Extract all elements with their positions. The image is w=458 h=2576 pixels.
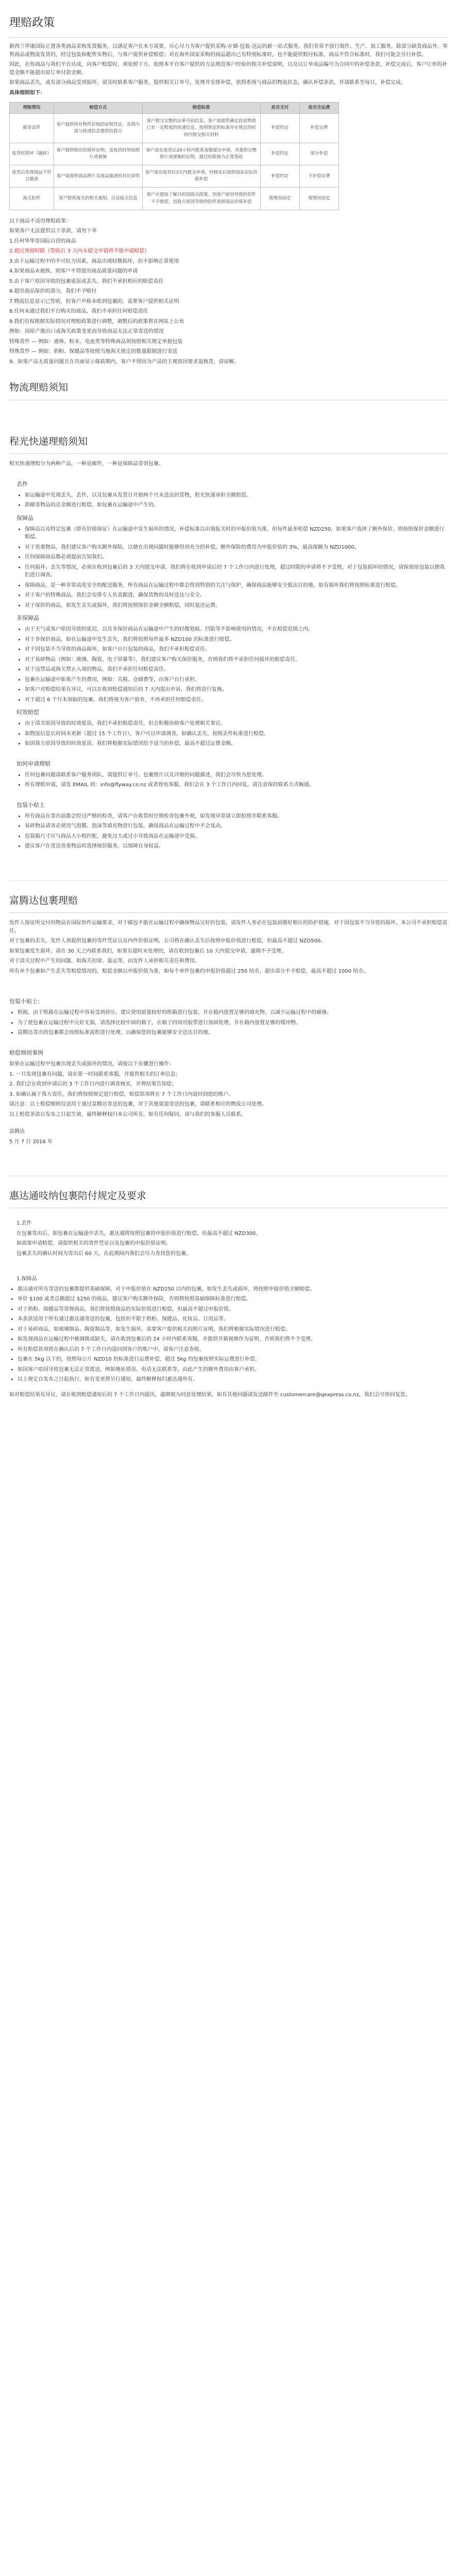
list-item: • 对于客户的特殊商品，我们会安排专人负责跟进，确保货物的及时送达与安全。 xyxy=(25,591,449,600)
list-item: • 所有商品在寄出前都会经过严格的检查，请客户在收货时仔细检查包裹外观，如发现异常请立即拍照并联系客服。 xyxy=(25,812,449,821)
list-item: • 纸箱，由于纸箱在运输过程中容易受到挤压，建议使用质量较好的纸箱进行包装，并在箱内放置足够的填充物，以减少运输过程中的碰撞。 xyxy=(18,1009,449,1017)
table-cell: 收货后发现商品不符合描述 xyxy=(10,165,54,188)
chengguang-claims-title: 程光快递理赔须知 xyxy=(9,422,449,454)
intro-paragraph: 如果包裹发生损坏，请在 30 天之内联系我们，如果有超时未处理的，请在收到包裹后 10 天内提交申请，逾期不予受理。 xyxy=(9,948,287,954)
list-item: 包裹丢失的确认时间为寄出后 60 天，在此期间内我们会尽力查找您的包裹。 xyxy=(16,1250,192,1257)
intro-paragraph: 对于清关过程中产生的问题，如海关扣留、退运等，由发件人承担相关责任和费用。 xyxy=(9,958,200,964)
list-item: • 对于超过 6 个月未领取的包裹，我们将视为客户放弃，不再承担任何赔偿责任。 xyxy=(25,696,449,704)
list-item: • 即邮寄物品的总金额进行赔偿，如包裹在运输途中产生的。 xyxy=(25,501,449,510)
list-item: • 对于贵重物品，我们建议客户购买额外保险，以便在出现问题时能够得到充分的补偿。额外保险的费用为申报价值的 3%，最高保额为 NZD1000。 xyxy=(25,544,449,552)
noninsured-heading: 非保障品 xyxy=(16,615,39,622)
table-header-row xyxy=(10,103,339,114)
table-row xyxy=(10,114,339,143)
table-cell: 补偿约定 xyxy=(260,165,299,188)
table-row xyxy=(10,188,339,210)
futengda-claim-list xyxy=(9,1060,449,1118)
list-item: 如需要申请赔偿，请提供相关的寄件凭证以及包裹的申报价值证明。 xyxy=(16,1241,171,1247)
table-cell: 收货时损坏（破碎） xyxy=(10,143,54,165)
futengda-claim-heading: 赔偿细则事例 xyxy=(9,1049,43,1056)
how-heading: 如何申请理赔 xyxy=(16,760,50,767)
list-item: • 对于非保价商品，如在运输途中发生丢失，我们将按照每件最多 NZD100 的标准进行赔偿。 xyxy=(25,636,449,644)
list-item: • 对于违禁品或海关禁止入境的物品，我们不承担任何赔偿责任。 xyxy=(25,666,449,674)
exclusion-item: 3.由于运输过程中的不可抗力因素，商品出现轻微损坏，但不影响正常使用 xyxy=(9,258,179,264)
insured-heading: 保障品 xyxy=(16,514,33,521)
list-item: • 以上规定自发布之日起执行，如有变更将另行通知，最终解释权归惠达通所有。 xyxy=(18,1376,449,1384)
exclusion-item: 7.物流信息显示已签收，但客户声称未收到包裹的，需要客户提供相关证明 xyxy=(9,298,179,304)
list-item: • 对于易碎物品（例如：玻璃、陶瓷、电子屏幕等），我们建议客户购买保价服务，否则我们将不承担任何损坏的赔偿责任。 xyxy=(25,656,449,664)
list-item: • 任何损坏、丢失等情况，必须在收到包裹后的 3 天内提交申请，我们将在收到申请后的 7 个工作日内进行处理，超过时限的申请将不予受理，对于包装损坏的情况，请保留原包装以便我们进行调查。 xyxy=(25,564,449,580)
claim-item: 请注意：以上赔偿细则仅适用于通过富腾达寄送的包裹，对于其他渠道寄送的包裹，请联系相应的物流公司处理。 xyxy=(9,1101,267,1107)
pack-list xyxy=(16,812,449,851)
table-cell: 补偿运费 xyxy=(299,114,338,143)
list-item: • 单价 $100 或者总额超过 $250 的商品，建议客户购买额外保险，否则将按照基础保障标准进行赔偿。 xyxy=(18,1295,449,1303)
exclusion-item: 5.由于客户原因导致的包裹延误或丢失，我们不承担相应的赔偿责任 xyxy=(9,278,164,284)
chengguang-time-section xyxy=(9,708,449,748)
list-item: • 由于天气或客户原因导致的延迟，以及非保价商品在运输途中产生的轻微划痕、凹陷等不影响使用的情况，不在赔偿范围之内。 xyxy=(25,625,449,634)
table-cell: 部分补偿 xyxy=(299,143,338,165)
list-item: • 包装箱尺寸应与商品大小相匹配，避免过大或过小导致商品在运输途中受损。 xyxy=(25,833,449,841)
exclusion-item: 9、如果产品无质量问题且在页面显示保质期内，客户不得因为产品的主观原因要求退换货，请谅解。 xyxy=(9,359,240,365)
exclusion-item: 9.我们有权根据实际情况对理赔政策进行调整，调整后的政策将在网站上公布 xyxy=(9,318,184,325)
list-item: • 保障商品，是一种非常高度安全的配送服务，所有商品在运输过程中都会得到特别的关注与保护，确保商品能够安全抵达目的地，如有损坏我们将按照标准进行赔偿。 xyxy=(25,582,449,590)
table-cell: 客户提供所有物件价格的证明凭证，及将内部与快递信息提供给我方 xyxy=(54,114,143,143)
table-cell: 客户需在收货后3天内提交申请，经核实后按照商品实际价值补偿 xyxy=(142,165,260,188)
list-item: • 为了使包裹在运输过程中完好无损，请选择比较牢固的箱子，在箱子四周用胶带进行加固处理，并在箱内放置足够的缓冲物。 xyxy=(18,1019,449,1027)
list-item: • 包裹在 5kg 以下的，按照每公斤 NZD10 的标准进行运费补偿，超过 5kg 的包裹按照实际运费进行补偿。 xyxy=(18,1355,449,1364)
futengda-tips-heading: 包装小贴士： xyxy=(9,998,43,1005)
table-cell: 客户提供相应的损坏证明，及收货时所拍照片或视频 xyxy=(54,143,143,165)
table-cell: 海关扣件 xyxy=(10,188,54,210)
exclusion-item: 特殊货件 — 例如：奶粉、保健品等按照当地海关规定的数量限制进行寄送 xyxy=(9,349,178,355)
futengda-intro xyxy=(9,919,449,975)
huidatong-lost-heading: 1.丢件 xyxy=(16,1221,32,1227)
list-item: • 所有理赔申请，请发 EMAIL 到：info@flyway.co.nz 或者致电客服，我们会在 3 个工作日内回复，请注意保持联系方式畅通。 xyxy=(25,781,449,789)
chengguang-pack-section xyxy=(9,801,449,851)
list-item: • 对于保价的商品，如发生丢失或损坏，我们将按照保价金额全额赔偿，同时退还运费。 xyxy=(25,602,449,610)
table-cell: 邮寄丢件 xyxy=(10,114,54,143)
chengguang-lost-section xyxy=(9,480,449,510)
list-item: 在包裹寄出后，如包裹在运输途中丢失，惠达通将按照包裹的申报价值进行赔偿，但最高不超过 NZD300。 xyxy=(16,1230,261,1236)
how-list xyxy=(16,771,449,789)
list-item: • 对于奶粉、保健品等常规商品，我们将按照商品的实际价值进行赔偿，但最高不超过申报价值。 xyxy=(18,1306,449,1314)
table-title: 具体细则如下： xyxy=(9,90,45,96)
table-cell: 补偿约定 xyxy=(260,114,299,143)
pack-heading: 包装小贴士 xyxy=(16,801,45,808)
table-cell: 补偿约定 xyxy=(260,143,299,165)
exclusion-item: 6.超出商品保价的部分，我们不予赔付 xyxy=(9,289,97,295)
list-item: • 如因客户原因导致包裹无法正常派送，例如地址错误、电话无法联系等，由此产生的额外费用由客户承担。 xyxy=(18,1366,449,1374)
table-cell: 客户需提供商品照片及商品描述的对比说明 xyxy=(54,165,143,188)
noninsured-list xyxy=(16,625,449,704)
table-cell: 客户需在收货后24小时内联系客服提出申请，并提供完整照片或视频的证明，超过时限视为正常签收 xyxy=(142,143,260,165)
claims-table xyxy=(9,102,339,210)
list-item: • 如物流信息长时间未更新（超过 15 个工作日），客户可以申请调查，如确认丢失，按照丢件标准进行赔偿。 xyxy=(25,730,449,738)
futengda-signature xyxy=(9,1128,449,1146)
lost-list xyxy=(16,492,449,510)
intro-paragraph: 新西兰华康国际正置各类商品采购发货服务，以满足客户在本方需要，尽心尽力为客户提供采购-存储-包装-送运的新一站式服务。我们非常不放行制作、生产、加工服务，除部分缺货商品外，零售商品或物流发货的，经过包装和配售实物后，与客户提供补偿赔偿；对在海外国家采购的商品超出已有特别标准时，也不能提供赔付标准，商品不符合标准时，我们可能会另行补偿。 xyxy=(9,44,448,58)
list-item: • 任何包裹问题请联系客户服务团队，请提供订单号、包裹照片以及详细的问题描述，我们会尽快为您处理。 xyxy=(25,771,449,779)
futengda-tips-list xyxy=(9,1009,449,1037)
exclusion-item: 特殊货件 — 例如：液体、粉末、电池类等特殊商品须按照相关规定单独包装 xyxy=(9,338,183,345)
claim-item: 2. 我们会在收到申请后的 3 个工作日内进行调查核实，并将结果告知您； xyxy=(9,1081,177,1087)
list-item: • 保障品以及特定包裹（即有价值保证）在运输途中发生损坏的情况，补偿标准以出境报关时的申报价值为准，但每件最多赔偿 NZD250，如果客户选择了额外保价，则按照保价金额进行赔偿。 xyxy=(25,526,449,541)
table-cell: 视情况而定 xyxy=(260,188,299,210)
claims-policy-intro xyxy=(9,43,449,87)
chengguang-intro: 程光快递理赔分为两种产品，一种是邮件，一种是保障品寄到包裹。 xyxy=(9,461,164,467)
table-cell: 客户提供海关的相关通知，以及报关信息 xyxy=(54,188,143,210)
exclusion-item: 例如：因原产地出口或海关政策变更而导致商品无法正常寄送的情况 xyxy=(9,329,164,335)
huidatong-footer: 如对赔偿结果有异议，请在收到赔偿通知后的 7 个工作日内提出，逾期视为同意处理结果。如有其他问题请发送邮件至 customercare@qexpress.co.nz，我们会尽快回复您。 xyxy=(9,1392,411,1398)
intro-paragraph: 对于包裹的丢失，发件人须提供包裹的寄件凭证以及内件价值证明，公司将在确认丢失后按照申报价值进行赔偿，但最高不超过 NZD500。 xyxy=(9,938,326,944)
list-item: • 本条款适用于所有通过惠达通寄送的包裹，包括但不限于奶粉、保健品、化妆品、日用品等。 xyxy=(18,1315,449,1324)
claim-item: 1. 一旦发现包裹有问题，请在第一时间联系客服，并提供相关的订单信息； xyxy=(9,1071,181,1077)
chengguang-how-section xyxy=(9,759,449,789)
list-item: • 如运输途中发现丢失，丢件，以及包裹从发货日开始两个月未送达的货物，程光快递承担全额赔偿。 xyxy=(25,492,449,500)
huidatong-insured-heading: 1.保障品 xyxy=(16,1276,37,1282)
list-item: • 对于易碎商品，如玻璃制品、陶瓷制品等，如发生损坏，需要客户提供相关的照片证明，我们将根据实际情况进行赔偿。 xyxy=(18,1326,449,1334)
exclusion-item: 1.任何华华寄国际自营的商品 xyxy=(9,238,76,244)
chengguang-noninsured-section xyxy=(9,614,449,704)
list-item: • 由于清关原因导致的时效延误，我们不承担赔偿责任，但会积极协助客户处理相关事宜。 xyxy=(25,720,449,728)
list-item: • 所有赔偿款项将在确认后的 7 个工作日内退回到客户的账户中，请客户注意查收。 xyxy=(18,1346,449,1354)
claim-item: 如果在运输过程中包裹出现丢失或损坏的情况，请按以下步骤进行操作： xyxy=(9,1061,174,1067)
table-header: 是否含运费 xyxy=(299,103,338,114)
list-item: • 易碎物品请务必使用气泡膜、泡沫等填充物进行包装，确保商品在运输过程中不会晃动。 xyxy=(25,822,449,831)
table-row xyxy=(10,143,339,165)
exclusions-list xyxy=(9,217,449,366)
futengda-claims-title: 富腾达包裹理赔 xyxy=(9,881,449,913)
list-item: • 对于因包装不当导致的商品损坏，如客户自行包装的商品，我们不承担赔偿责任。 xyxy=(25,646,449,654)
table-header: 理赔情况 xyxy=(10,103,54,114)
exclusion-item: 2.超过预留时限（签收后 3 天内未提交申请将不能申请赔偿） xyxy=(9,248,150,255)
sign-company: 富腾达 xyxy=(9,1129,25,1134)
huidatong-claims-title: 惠达通吱纳包裹陪付规定及要求 xyxy=(9,1176,449,1208)
claim-item: 3. 如确认属于我方责任，我们将按照规定进行赔偿，赔偿款项将在 7 个工作日内退回到您的账户。 xyxy=(9,1091,234,1097)
time-heading: 时效赔偿 xyxy=(16,709,39,716)
intro-paragraph: 因此，在你商品与我们平台达成，向客户赔偿时，须依照下方，依照本平台客户提供的方法规范客户经验的相关补偿说明，以及以订单成品编号为合同中的补偿条款，补偿完成后，客户订单的补偿金额不能超出原订单付款金额。 xyxy=(9,62,447,76)
exclusion-item: 如果客户无法提供以下条款，请勿下单 xyxy=(9,228,97,234)
table-header: 赔偿标准 xyxy=(142,103,260,114)
huidatong-insured-list xyxy=(9,1285,449,1384)
claim-item: 以上赔偿条款自发布之日起生效，最终解释权归本公司所有，如有任何疑问，请与我们的客服人员联系。 xyxy=(9,1111,246,1117)
list-item: • 富腾达寄出的包裹都会按照标准流程进行处理，以确保您的包裹能够安全送达目的地。 xyxy=(18,1029,449,1037)
intro-paragraph: 如果商品丢失，或有部分商品受到损坏，请及时联系客户服务，提供相关订单号，处理并安排补偿，依照系统与商品的物流状态，确认补偿条款，并请联系至每日，补偿完成。 xyxy=(9,80,406,86)
list-item: • 如客户对赔偿结果有异议，可以在收到赔偿通知后的 7 天内提出申诉，我们将进行复核。 xyxy=(25,686,449,694)
table-cell: 客户提交完整的运单号码信息，客户需提供确定此前物流已有一定程度的快递信息，按照预定的标准并在规定的时间内提交相关材料 xyxy=(142,114,260,143)
list-item: • 惠达通对所有寄送的包裹都提供基础保障，对于申报价值在 NZD250 以内的包裹，如发生丢失或损坏，将按照申报价值全额赔偿。 xyxy=(18,1285,449,1294)
logistics-claims-title: 物流理赔须知 xyxy=(9,368,449,400)
sign-date: 5 月 7 日 2016 年 xyxy=(9,1139,53,1145)
claims-policy-title: 理赔政策 xyxy=(9,0,449,38)
list-item: • 包裹在运输途中如果产生的费用，例如：关税、仓储费等，由客户自行承担。 xyxy=(25,676,449,684)
table-cell: 客户应提前了解目的国海关政策，因客户原因导致的扣件不予赔偿，因我方原因导致的扣件按照商品价值补偿 xyxy=(142,188,260,210)
insured-list xyxy=(16,526,449,610)
table-row xyxy=(10,165,339,188)
time-list xyxy=(16,720,449,748)
table-header: 赔偿方式 xyxy=(54,103,143,114)
list-item: • 任何保障商品都必须提前告知我们。 xyxy=(25,553,449,562)
chengguang-insured-section xyxy=(9,514,449,610)
huidatong-lost-list xyxy=(9,1230,449,1258)
list-item: • 如发现商品在运输过程中被调换或缺失，请在收到包裹后的 24 小时内联系客服，并提供开箱视频作为证明，否则我们将不予受理。 xyxy=(18,1335,449,1344)
table-cell: 视情况而定 xyxy=(299,188,338,210)
lost-heading: 丢件 xyxy=(16,480,28,487)
list-item: • 建议客户在寄送贵重物品时选择保价服务，以保障自身权益。 xyxy=(25,842,449,851)
exclusions-title: 以下商品不适用理赔政策： xyxy=(9,218,71,224)
table-header: 是否支付 xyxy=(260,103,299,114)
exclusion-item: 4.如果商品未被拆，则客户不得提出商品质量问题的申请 xyxy=(9,268,138,275)
exclusion-item: 8.任何未通过我们平台购买的商品，我们不承担任何赔偿责任 xyxy=(9,309,148,315)
list-item: • 如因我方原因导致的时效延误，我们将根据实际情况给予适当的补偿，最高不超过运费金额。 xyxy=(25,740,449,748)
intro-paragraph: 发件人保证所交付的物品在国际快件运输要求，对于邮包不能在运输过程中确保物品完好的包装，请发件人务必在包装前做好相应的防护措施，对于因包装不当导致的损坏，本公司不承担赔偿责任。 xyxy=(9,920,447,934)
table-cell: 不补偿运费 xyxy=(299,165,338,188)
intro-paragraph: 所有单个包裹如产生丢失等赔偿情况的，赔偿金额以申报价值为准，如每个单件包裹的申报价值超过 250 纽币，超出部分不予赔偿，最高不超过 1000 纽币。 xyxy=(9,968,369,974)
